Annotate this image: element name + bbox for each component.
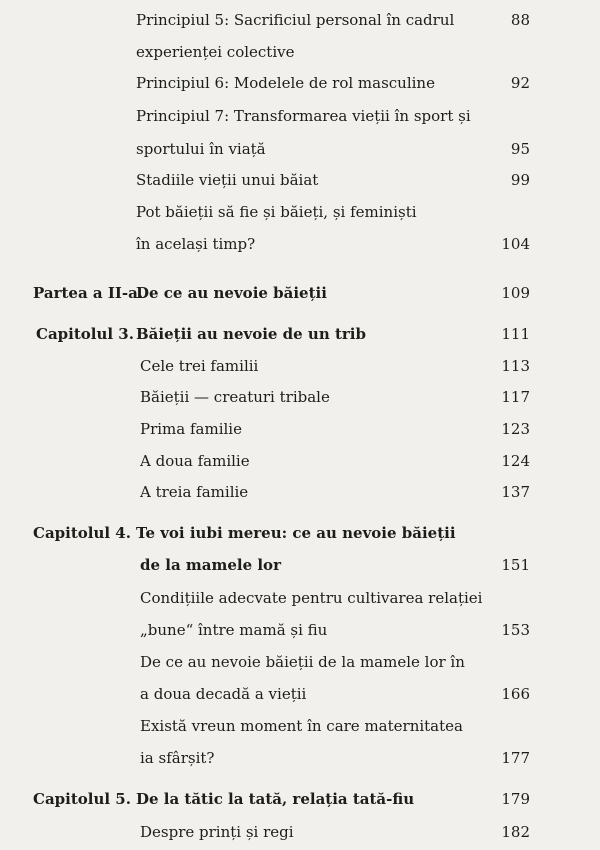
toc-entry-text: „bune“ între mamă și fiu [140, 621, 328, 639]
toc-entry-page: 104 [501, 235, 530, 253]
toc-entry-page: 124 [501, 452, 530, 470]
toc-entry-text: Băieții — creaturi tribale [140, 388, 330, 406]
toc-entry-text: experienței colective [136, 43, 295, 61]
toc-entry-text: Cele trei familii [140, 357, 259, 375]
toc-entry-text: Pot băieții să fie și băieți, și feminiști [136, 203, 417, 221]
chapter-title: De la tătic la tată, relația tată-fiu [136, 790, 415, 808]
toc-entry-page: 166 [501, 685, 530, 703]
toc-entry-text: A doua familie [140, 452, 250, 470]
toc-entry-page: 177 [501, 749, 530, 767]
toc-entry-page: 117 [501, 388, 530, 406]
chapter-label: Capitolul 3. [36, 325, 134, 343]
part-label: Partea a II-a. [33, 284, 144, 302]
chapter-title: Te voi iubi mereu: ce au nevoie băieții [136, 524, 456, 542]
part-title: De ce au nevoie băieții [136, 284, 327, 302]
toc-entry-page: 179 [501, 790, 530, 808]
chapter-title: Băieții au nevoie de un trib [136, 325, 366, 343]
toc-entry-text: Principiul 6: Modelele de rol masculine [136, 74, 435, 92]
toc-entry-text: Principiul 5: Sacrificiul personal în cadrul [136, 11, 455, 29]
toc-entry-page: 99 [510, 171, 530, 189]
toc-entry-page: 137 [501, 483, 530, 501]
toc-entry-text: sportului în viață [136, 140, 266, 158]
toc-entry-page: 88 [510, 11, 530, 29]
chapter-label: Capitolul 4. [33, 524, 131, 542]
toc-entry-page: 153 [501, 621, 530, 639]
toc-entry-page: 92 [510, 74, 530, 92]
toc-entry-page: 109 [501, 284, 530, 302]
toc-entry-text: Prima familie [140, 420, 242, 438]
toc-entry-page: 111 [501, 325, 530, 343]
toc-entry-text: Stadiile vieții unui băiat [136, 171, 319, 189]
toc-entry-text: ia sfârșit? [140, 749, 215, 767]
toc-entry-text: A treia familie [140, 483, 249, 501]
chapter-label: Capitolul 5. [33, 790, 131, 808]
chapter-title: de la mamele lor [140, 556, 281, 574]
toc-entry-page: 151 [501, 556, 530, 574]
toc-entry-text: Principiul 7: Transformarea vieții în sport și [136, 107, 471, 125]
toc-entry-text: a doua decadă a vieții [140, 685, 307, 703]
toc-entry-text: De ce au nevoie băieții de la mamele lor în [140, 653, 465, 671]
toc-entry-page: 95 [510, 140, 530, 158]
toc-entry-text: Despre prinți și regi [140, 823, 294, 841]
toc-entry-text: Condițiile adecvate pentru cultivarea relației [140, 589, 483, 607]
toc-entry-page: 123 [501, 420, 530, 438]
toc-entry-page: 182 [501, 823, 530, 841]
toc-entry-text: în același timp? [136, 235, 256, 253]
toc-entry-text: Există vreun moment în care maternitatea [140, 717, 463, 735]
toc-entry-page: 113 [501, 357, 530, 375]
